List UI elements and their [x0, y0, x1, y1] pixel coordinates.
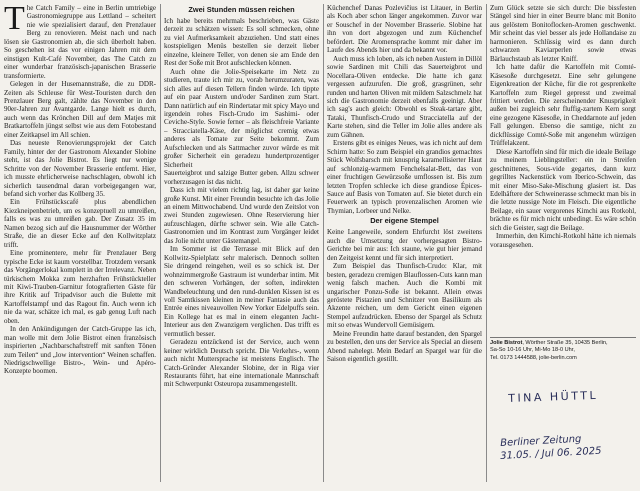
article-column-1 — [4, 4, 156, 482]
paragraph: Immerhin, den Kimchi-Rotkohl hätte ich niemals vorausgesehen. — [490, 232, 636, 249]
paragraph: Zum Beispiel das Thunfisch-Crudo: Klar, mit besten, geradezu cremigen Blauflossen-Cuts kann man wenig falsch machen. Auch die Kombi mit ungarischer Ponzu-Soße ist bekannt. Allein etwas geröstete Pistazien und Schnitzer von Basilikum als Akzente reichen, um dem Gericht einen eigenen Stempel aufzudrücken. Ebenso der Spargel als Schutz mit so etwas Wundervoll Gemüsigem. — [327, 262, 482, 330]
paragraph: Auch ohne die Jolie-Speisekarte im Netz zu studieren, traute ich mir zu, vorab herumzuraten, was sich alles auf diesen Tellern finden würde. Ich tippte auf ein paar Austern und/oder Sardinen zum Start. Dann natürlich auf ein Rindertatar mit spicy Mayo und irgendein rohes Fisch-Crudo im Sashimi- oder Ceviche-Style. Sowie ferner – als fleischfreie Variante – Stracciatella-Käse, der möglichst cremig etwas anderes als Tomate zur Seite bekommt. Zum Aufschlecken und als Sattmacher zuvor würde es mit großer Sicherheit ein geradezu hundertprozentiger Sicherheit — [164, 67, 319, 169]
article-column-3 — [327, 4, 482, 482]
paragraph: he Catch Family – eine in Berlin umtriebige Gastronomiegruppe aus Lettland – scheitert nie wie spezialisiert darauf, den Prenzlauer Berg zu renovieren. Meist nach und nach lösen sie Gastronomien ab, die sich überholt haben. So geschehen ist das vor einigen Jahren mit dem einstigen Kult-Café November, das The Catch zu einer wunderbar französisch-japanischen Brasserie transformierte. — [4, 4, 156, 80]
paragraph: Das neueste Renovierungsprojekt der Catch Family, hinter der der Gastronom Alexander Slobine steht, ist das Jolie Bistrot. Es liegt nur wenige Schritte von der November Brasserie entfernt. Hier, ich musste ehrlicherweise nachschlagen, obwohl ich sicherlich tausendmal daran vorbeigegangen war, befand sich vorher das Kollberg 35. — [4, 139, 156, 198]
drop-cap: T — [4, 4, 25, 37]
paragraph: Dass ich mit vielem richtig lag, ist daher gar keine große Kunst. Mit einer Freundin besuchte ich das Jolie an einem Mittwochabend. Und wurde den Zeitslot von zwei Stunden zugewiesen. Ohne Reservierung hier aufzuschlagen, dürfte schwer sein. Wie alle Catch-Gastronomien und im Kontrast zum Vorgänger leidet das Jolie nicht unter Gästemangel. — [164, 186, 319, 245]
paragraph: Im Sommer ist die Terrasse mit Blick auf den Kollwitz-Spielplatz sehr malerisch. Dennoch sollten Sie dringend reingehen, weil es so schick ist. Der wohnzimmergroße Gastraum ist wunderbar intim. Mit den schweren Vorhängen, der soften, indirekten Wandbeleuchtung und den rund-dunklen Kissen ist es voll Samtkissen kleinen in meiner Fantasie auch das Entrée eines niveauvollen New Yorker Edelpuffs sein. Ein Kollege hat es mal in einem eleganten Jacht-Interieur aus den Zwanzigern verglichen. Das trifft es vermutlich besser. — [164, 245, 319, 338]
paragraph: Diese Kartoffeln sind für mich die ideale Beilage zu meinem Lieblingsteller: ein in Streifen geschnittenes, Sous-vide gegartes, dann kurz gegrilltes Nackenstück vom Iberico-Schwein, das mit einer Miso-Sake-Mischung glasiert ist. Das Edelhäftere der Schweinerasse schmeckt man bis in die letzte nussige Note im Fleisch. Die eigentliche Beilage, ein sauer vergorenes Kimchi aus Rotkohl, brächte es für mich nicht unbedingt. Es wäre schön sich die Geister, sagt die Beilage. — [490, 147, 636, 232]
restaurant-name: Jolie Bistrot — [490, 340, 523, 346]
paragraph: Sauerteigbrot und salzige Butter geben. Allzu schwer vorherzusagen ist das nicht. — [164, 169, 319, 186]
column-divider — [160, 4, 161, 482]
handwritten-date: 31.05. / Jul 06. 2025 — [500, 445, 602, 462]
paragraph: Keine Langeweile, sondern Ehrfurcht löst zweitens auch die Umsetzung der vorhergesagten Bistro-Gerichte bei mir aus: Ich staune, wie gut hier jemand den Zeitgeist kennt und für sich interpretiert. — [327, 228, 482, 262]
handwritten-source: Berliner Zeitung — [500, 433, 582, 449]
subheading: Zwei Stunden müssen reichen — [188, 5, 295, 14]
paragraph: Auch muss ich loben, als ich neben Austern in Dillöl sowie Sardinen mit Chili das Sauerteigbrot und Nocellara-Oliven entdecke. Die hatte ich ganz vergessen aufzurufen. Die groß, grasgrünen, sehr runden und harten Oliven mit mildem Salzschmelz hat sich die Gastronomie derzeit ebenfalls geeinigt. Aber ich sag's auch gleich: Obwohl es Steak-tartare gibt, Tataki, Thunfisch-Crudo und Stracciatella auf der Karte stehen, sind die Teller im Jolie alles andere als zum Gähnen. — [327, 54, 482, 139]
paragraph: In den Ankündigungen der Catch-Gruppe las ich, man wolle mit dem Jolie Bistrot einen französisch inspirierten „Nachbarschaftstreff mit sanften Tönen zum Teilen“ und „low intervention“ Weinen schaffen. Niedrigschwellige Bistro-, Wein- und Apéro-Konzepte boomen. — [4, 325, 156, 376]
paragraph: Erstens gibt es einiges Neues, was ich nicht auf dem Schirm hatte: So zum Beispiel ein grandios gemachtes Stück Wolfsbarsch mit knusprig karamellisierter Haut auf schlonzig-warmem Fenchelsalat-Bett, das von einer fruchtigen Gewürzsoße umflossen ist. Bis zum letzten Tropfen schlecke ich diese grandiose Épices-Sauce auf Basis von Tomaten auf. Sie bietet durch ein Feuerwerk an typisch provenzalischen Aromen wie Thymian, Lorbeer und Nelke. — [327, 139, 482, 215]
paragraph: Meine Freundin hatte darauf bestanden, den Spargel zu bestellen, den uns der Service als Special an diesem Abend nahelegt. Mein Bedarf an Spargel war für die Saison eigentlich gestillt. — [327, 329, 482, 364]
paragraph: Ich habe bereits mehrmals beschrieben, was Gäste derzeit zu schätzen wissen: Es soll schmecken, ohne zu viel Aufmerksamkeit abzuziehen. Und statt eines kostspieligen Menüs bestellen sie derzeit lieber einzelne, kleinere Teller, von denen sie am Ende den Rest der Soße mit Brot aufschlecken können. — [164, 17, 319, 68]
column-divider — [323, 4, 324, 482]
column-divider — [486, 4, 487, 482]
contact-info: Tel. 0173 1444588, jolie-berlin.com — [490, 354, 577, 361]
paragraph: Zum Glück setzte sie sich durch: Die bissfesten Stängel sind hier in einer Beurre blanc mit Bonito aus gelöstem Bonitoflocken-Aromen geschwenkt. Mir scheint das viel besser als jede Hollandaise zu harmonieren. Schlüssig wird es dann durch schwarzen Kaviarperlen sowie etwas Bärlauchstaub als letzter Kniff. — [490, 4, 636, 63]
paragraph: Ein Frühstückscafé plus abendlichen Kiezkneipenbetrieb, um es konzeptuell zu umreißen, falls es was zu umreißen gab. Der Zusatz 35 im Namen bezog sich auf die Hausnummer der Wörther Straße, die an dieser Ecke auf den Kollwitzplatz trifft. — [4, 198, 156, 249]
article-column-4 — [490, 4, 636, 334]
paragraph: Küchenchef Danas Pozlevičius ist Litauer, in Berlin als Koch aber schon länger angekommen. Zuvor war er Souschef in der November Brasserie. Slobine hat ihn von dort abgezogen und zum Küchenchef befördert. Die Aromensprache kommt mir daher im Laufe des Abends hier und da bekannt vor. — [327, 4, 482, 55]
paragraph: Gelegen in der Husemannstraße, die zu DDR-Zeiten als Schleuse für West-Touristen durch den Prenzlauer Berg galt, zählte das November in den 90er-Jahren zur Avantgarde. Lange hielt es durch, auch wenn das Krönchen Dill auf dem Matjes mit Bratkartoffeln jüngst selbst wie aus dem Fotobestand einer Zeitkapsel im All schien. — [4, 80, 156, 139]
paragraph: Ich hatte dafür die Kartoffeln mit Comté-Käsesoße durchgesetzt. Eine sehr gelungene Eigenkreation der Küche, für die rot gesprenkelte Kartoffeln zum Riegel gepresst und zweimal frittiert werden. Die zerscheinender Knusprigkeit außen bei zugleich sehr fluffig-zartem Kern sorgt eine gezogene Käsesoße, in Cheddarnote auf jeden Fall gelungen. Ebenso die samtige, nicht zu dickflüssige Comté-Soße mit angenehm würzigen Trüffelakzent. — [490, 63, 636, 148]
paragraph: Geradezu entzückend ist der Service, auch wenn keiner wirklich Deutsch spricht. Die Verkehrs-, wenn auch nicht Muttersprache ist meistens Englisch. The Catch-Gründer Alexander Slobine, der in Riga vier Restaurants führt, hat eine internationale Mannschaft mit Schwerpunkt Osteuropa zusammengestellt. — [164, 338, 319, 389]
article-column-2 — [164, 4, 319, 482]
restaurant-info-box — [490, 337, 636, 362]
restaurant-address: , Wörther Straße 35, 10435 Berlin, — [522, 340, 608, 346]
subheading: Der eigene Stempel — [370, 216, 439, 226]
opening-hours: Sa-So 10-16 Uhr, Mi-Mo 18-0 Uhr, — [490, 347, 575, 354]
handwritten-author: TINA HÜTTL — [508, 388, 599, 405]
paragraph: Eine prominentere, mehr für Prenzlauer Berg typische Ecke ist kaum vorstellbar. Trotzdem versank das Vorgängerlokal komplett in der Irrelevanz. Neben türkischem Mokka zum herzhaften Frühstückteller mit Kiwi-Trauben-Garnitur fotografierten Gäste für ihre Kritik auf Tripadvisor auch die Bulette mit Kartoffelstampf und das Ragout fin. Auch wenn ich nie da war, schätze ich mal, es gab genug Luft nach oben. — [4, 249, 156, 325]
